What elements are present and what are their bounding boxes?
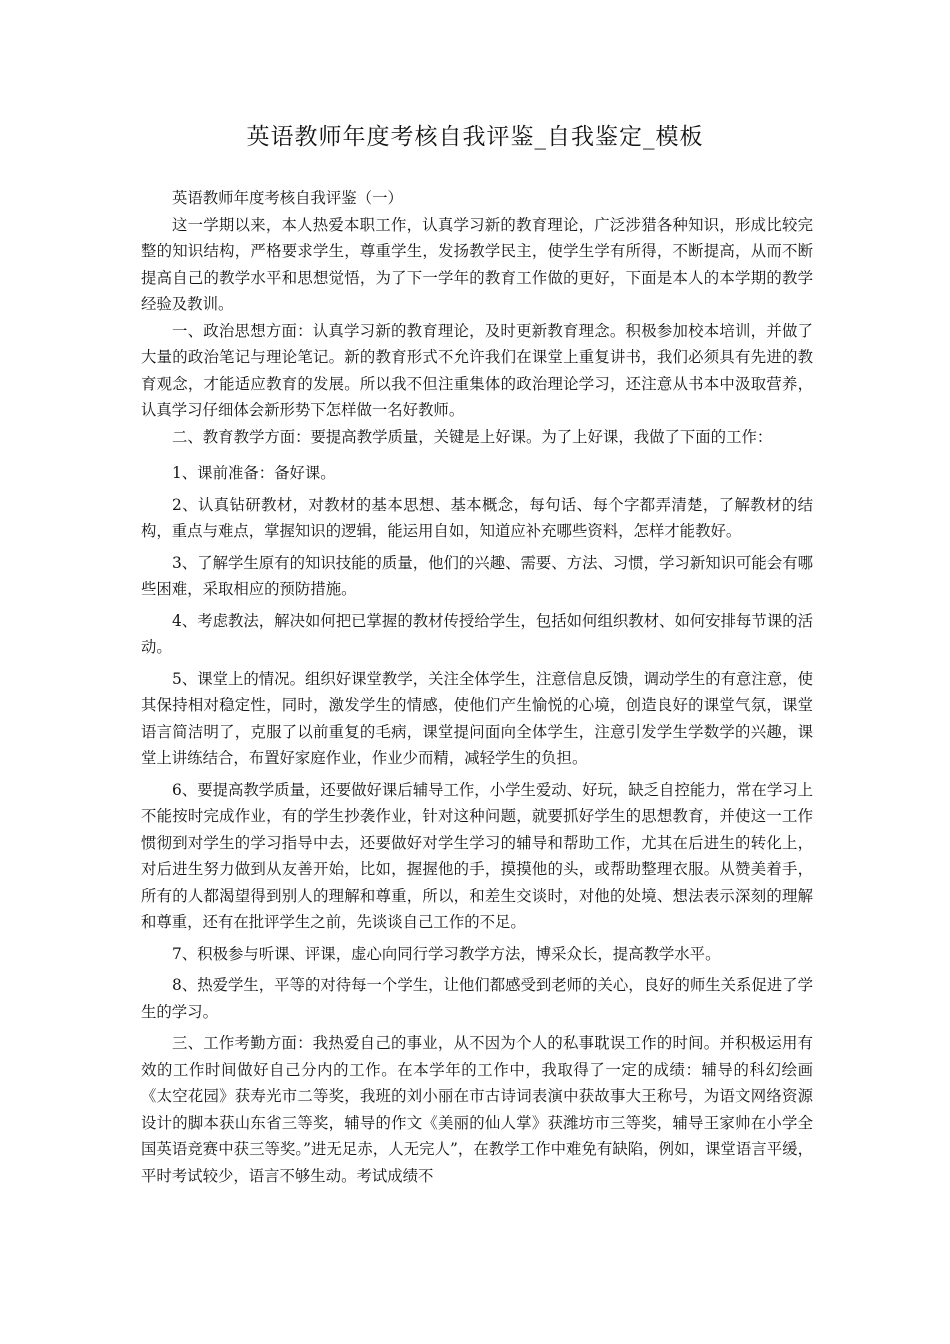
list-item: 1、课前准备：备好课。 xyxy=(172,464,336,482)
list-item: 5、课堂上的情况。组织好课堂教学，关注全体学生，注意信息反馈，调动学生的有意注意，使其保持相对稳定性，同时，激发学生的情感，使他们产生愉悦的心境，创造良好的课堂气氛，课堂语言简洁明了，克服了以前重复的毛病，课堂提问面向全体学生，注意引发学生学数学的兴趣，课堂上讲练结合，布置好家庭作业，作业少而精，减轻学生的负担。 xyxy=(141,669,813,767)
intro-paragraph: 这一学期以来，本人热爱本职工作，认真学习新的教育理论，广泛涉猎各种知识，形成比较完整的知识结构，严格要求学生，尊重学生，发扬教学民主，使学生学有所得，不断提高，从而不断提高自己的教学水平和思想觉悟，为了下一学年的教育工作做的更好，下面是本人的本学期的教学经验及教训。 xyxy=(141,215,813,313)
list-item: 4、考虑教法，解决如何把已掌握的教材传授给学生，包括如何组织教材、如何安排每节课的活动。 xyxy=(141,611,813,656)
list-item: 7、积极参与听课、评课，虚心向同行学习教学方法，博采众长，提高教学水平。 xyxy=(172,944,721,963)
teaching-paragraph: 二、教育教学方面：要提高教学质量，关键是上好课。为了上好课，我做了下面的工作： xyxy=(172,427,773,446)
document-title: 英语教师年度考核自我评鉴_自我鉴定_模板 xyxy=(246,124,704,150)
list-item: 2、认真钻研教材，对教材的基本思想、基本概念，每句话、每个字都弄清楚，了解教材的结构，重点与难点，掌握知识的逻辑，能运用自如，知道应补充哪些资料，怎样才能教好。 xyxy=(141,495,813,540)
document-body xyxy=(141,185,813,1189)
list-item: 3、了解学生原有的知识技能的质量，他们的兴趣、需要、方法、习惯，学习新知识可能会有哪些困难，采取相应的预防措施。 xyxy=(141,553,813,598)
attendance-paragraph: 三、工作考勤方面：我热爱自己的事业，从不因为个人的私事耽误工作的时间。并积极运用有效的工作时间做好自己分内的工作。在本学年的工作中，我取得了一定的成绩：辅导的科幻绘画《太空花园》获寿光市二等奖，我班的刘小丽在市古诗词表演中获故事大王称号，为语文网络资源设计的脚本获山东省三等奖，辅导的作文《美丽的仙人掌》获潍坊市三等奖，辅导王家帅在小学全国英语竞赛中获三等奖。”进无足赤，人无完人”，在教学工作中难免有缺陷，例如，课堂语言平缓，平时考试较少，语言不够生动。考试成绩不 xyxy=(141,1034,813,1185)
list-item: 6、要提高教学质量，还要做好课后辅导工作，小学生爱动、好玩，缺乏自控能力，常在学习上不能按时完成作业，有的学生抄袭作业，针对这种问题，就要抓好学生的思想教育，并使这一工作惯彻到对学生的学习指导中去，还要做好对学生学习的辅导和帮助工作，尤其在后进生的转化上，对后进生努力做到从友善开始，比如，握握他的手，摸摸他的头，或帮助整理衣服。从赞美着手，所有的人都渴望得到别人的理解和尊重，所以，和差生交谈时，对他的处境、想法表示深刻的理解和尊重，还有在批评学生之前，先谈谈自己工作的不足。 xyxy=(141,780,813,931)
section-heading: 英语教师年度考核自我评鉴（一） xyxy=(172,189,403,207)
politics-paragraph: 一、政治思想方面：认真学习新的教育理论，及时更新教育理念。积极参加校本培训，并做了大量的政治笔记与理论笔记。新的教育形式不允许我们在课堂上重复讲书，我们必须具有先进的教育观念，才能适应教育的发展。所以我不但注重集体的政治理论学习，还注意从书本中汲取营养，认真学习仔细体会新形势下怎样做一名好教师。 xyxy=(141,321,813,419)
list-item: 8、热爱学生，平等的对待每一个学生，让他们都感受到老师的关心，良好的师生关系促进了学生的学习。 xyxy=(141,976,813,1021)
